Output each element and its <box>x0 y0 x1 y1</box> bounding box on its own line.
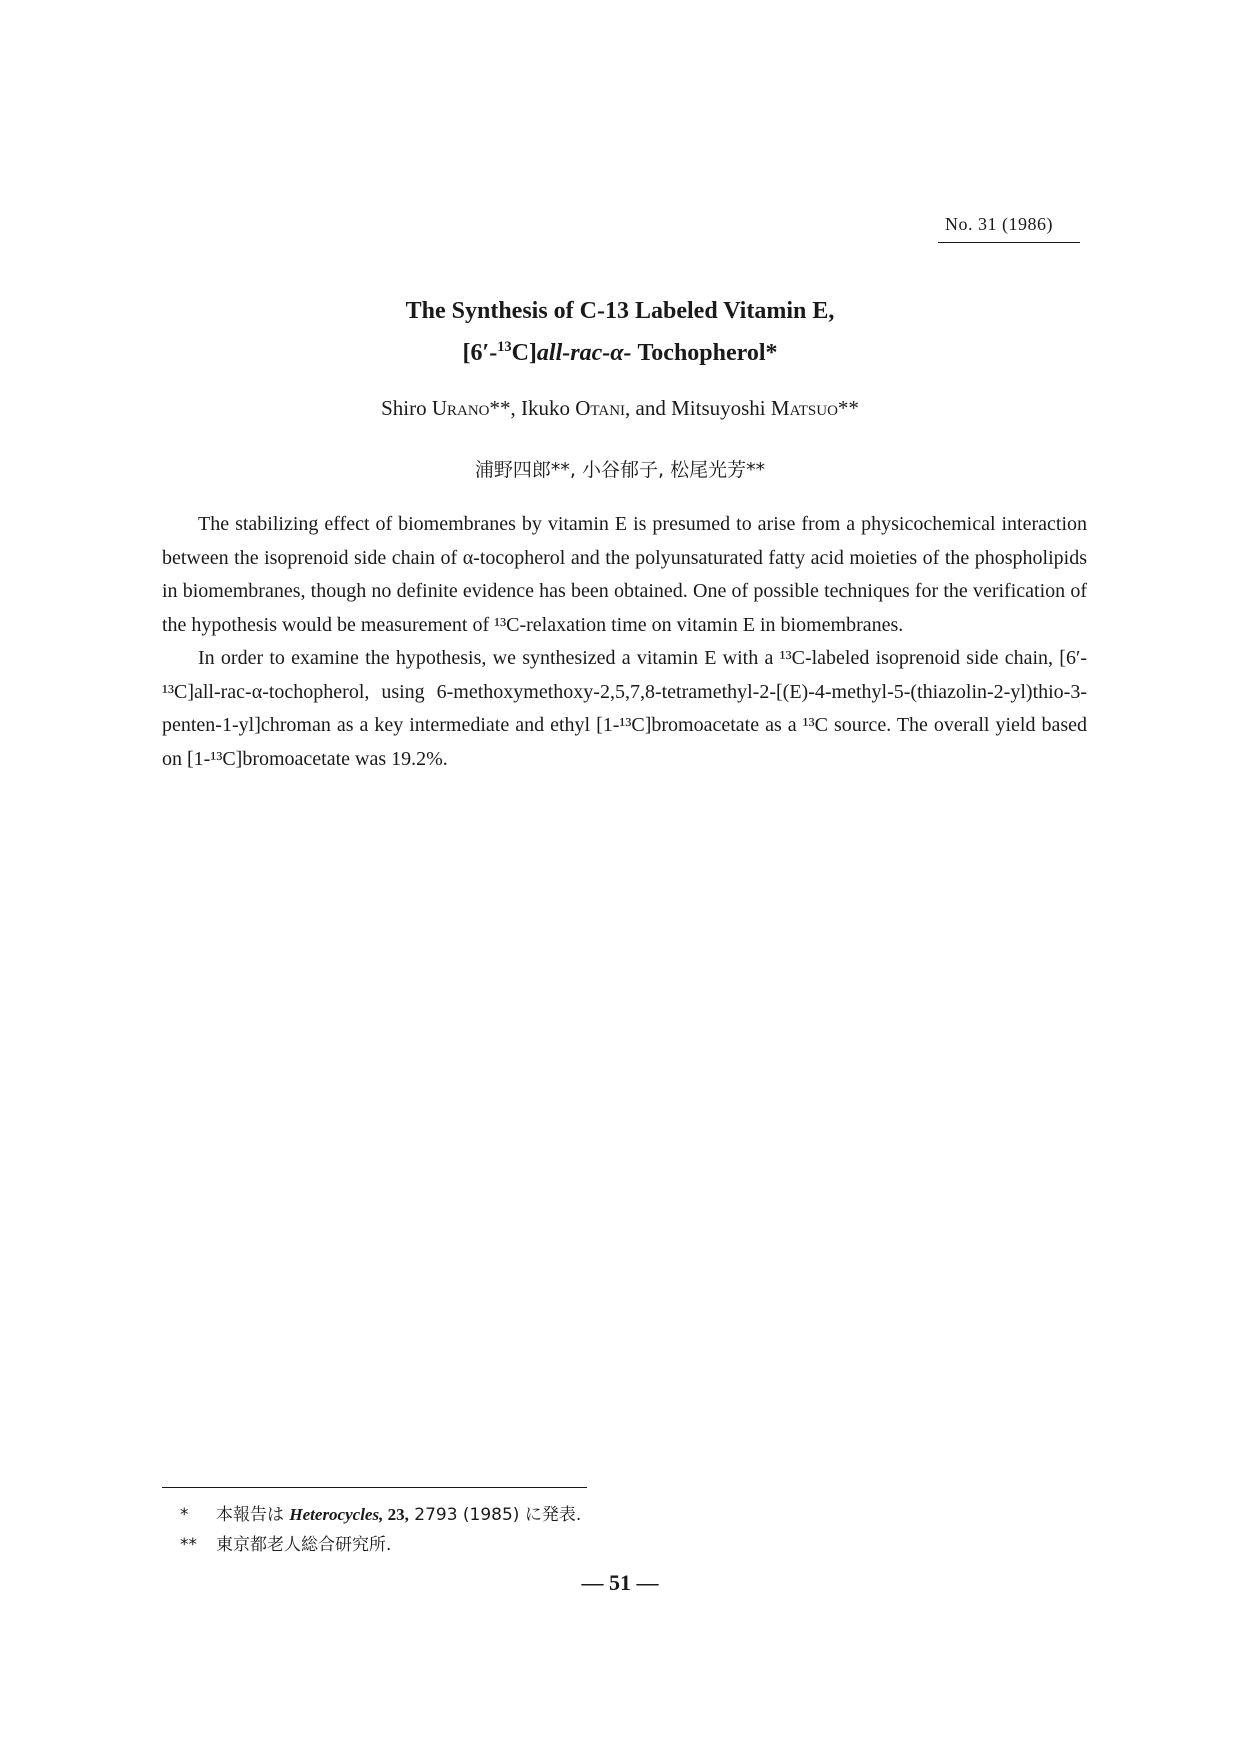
footnote-1-mark: * <box>180 1505 189 1525</box>
footnote-1-post: 2793 (1985) に発表. <box>408 1505 582 1525</box>
author-1-first: Shiro <box>381 396 432 420</box>
author-2-last: Otani <box>575 396 626 420</box>
footnote-2-mark: ** <box>180 1535 197 1555</box>
footnote-1-text <box>216 1500 581 1530</box>
author-3-first: Mitsuyoshi <box>671 396 771 420</box>
footnote-2-text: 東京都老人総合研究所. <box>216 1535 392 1555</box>
author-3-last: Matsuo <box>770 396 838 420</box>
author-3-mark: ** <box>837 396 859 420</box>
title-prefix: [6′- <box>462 340 498 366</box>
journal-number-rule <box>938 242 1080 243</box>
paper-title <box>0 290 1240 374</box>
title-italic: all-rac-α- <box>536 340 632 366</box>
author-1-mark: **, <box>489 396 521 420</box>
author-1-last: Urano <box>431 396 490 420</box>
abstract-body <box>162 508 1087 776</box>
title-compound: Tochopherol <box>631 340 766 366</box>
author-2-first: Ikuko <box>521 396 576 420</box>
title-isotope: 13 <box>497 339 512 355</box>
paragraph-1: The stabilizing effect of biomembranes by vitamin E is presumed to arise from a physicochemical interaction between the isoprenoid side chain of α-tocopherol and the polyunsaturated fatty acid moieties of the phospholipids in biomembranes, though no definite evidence has been obtained. One of possible techniques for the verification of the hypothesis would be measurement of ¹³C-relaxation time on vitamin E in biomembranes. <box>162 513 1087 636</box>
footnote-1-pre: 本報告は <box>216 1505 290 1525</box>
footnote-1-vol: 23, <box>383 1505 409 1524</box>
journal-number: No. 31 (1986) <box>945 214 1053 234</box>
page-number: — 51 — <box>581 1570 659 1595</box>
footnote-1-journal: Heterocycles, <box>289 1505 384 1524</box>
footnote-1 <box>180 1500 581 1530</box>
footnote-rule <box>162 1487 587 1488</box>
title-line-2 <box>0 332 1240 374</box>
authors-en <box>0 396 1240 421</box>
authors-ja: 浦野四郎**, 小谷郁子, 松尾光芳** <box>474 459 766 481</box>
footnote-2 <box>180 1530 581 1560</box>
footnotes <box>180 1500 581 1560</box>
author-separator: , and <box>625 396 672 420</box>
paragraph-2: In order to examine the hypothesis, we synthesized a vitamin E with a ¹³C-labeled isoprenoid side chain, [6′-¹³C]all-rac-α-tochopherol, using 6-methoxymethoxy-2,5,7,8-tetramethyl-2-[(E)-4-methyl-5-(thiazolin-2-yl)thio-3-penten-1-yl]chroman as a key intermediate and ethyl [1-¹³C]bromoacetate as a ¹³C source. The overall yield based on [1-¹³C]bromoacetate was 19.2%. <box>162 647 1087 770</box>
title-line-1: The Synthesis of C-13 Labeled Vitamin E, <box>405 298 835 324</box>
title-footnote-mark: * <box>765 340 778 366</box>
title-bracket: C] <box>511 340 537 366</box>
